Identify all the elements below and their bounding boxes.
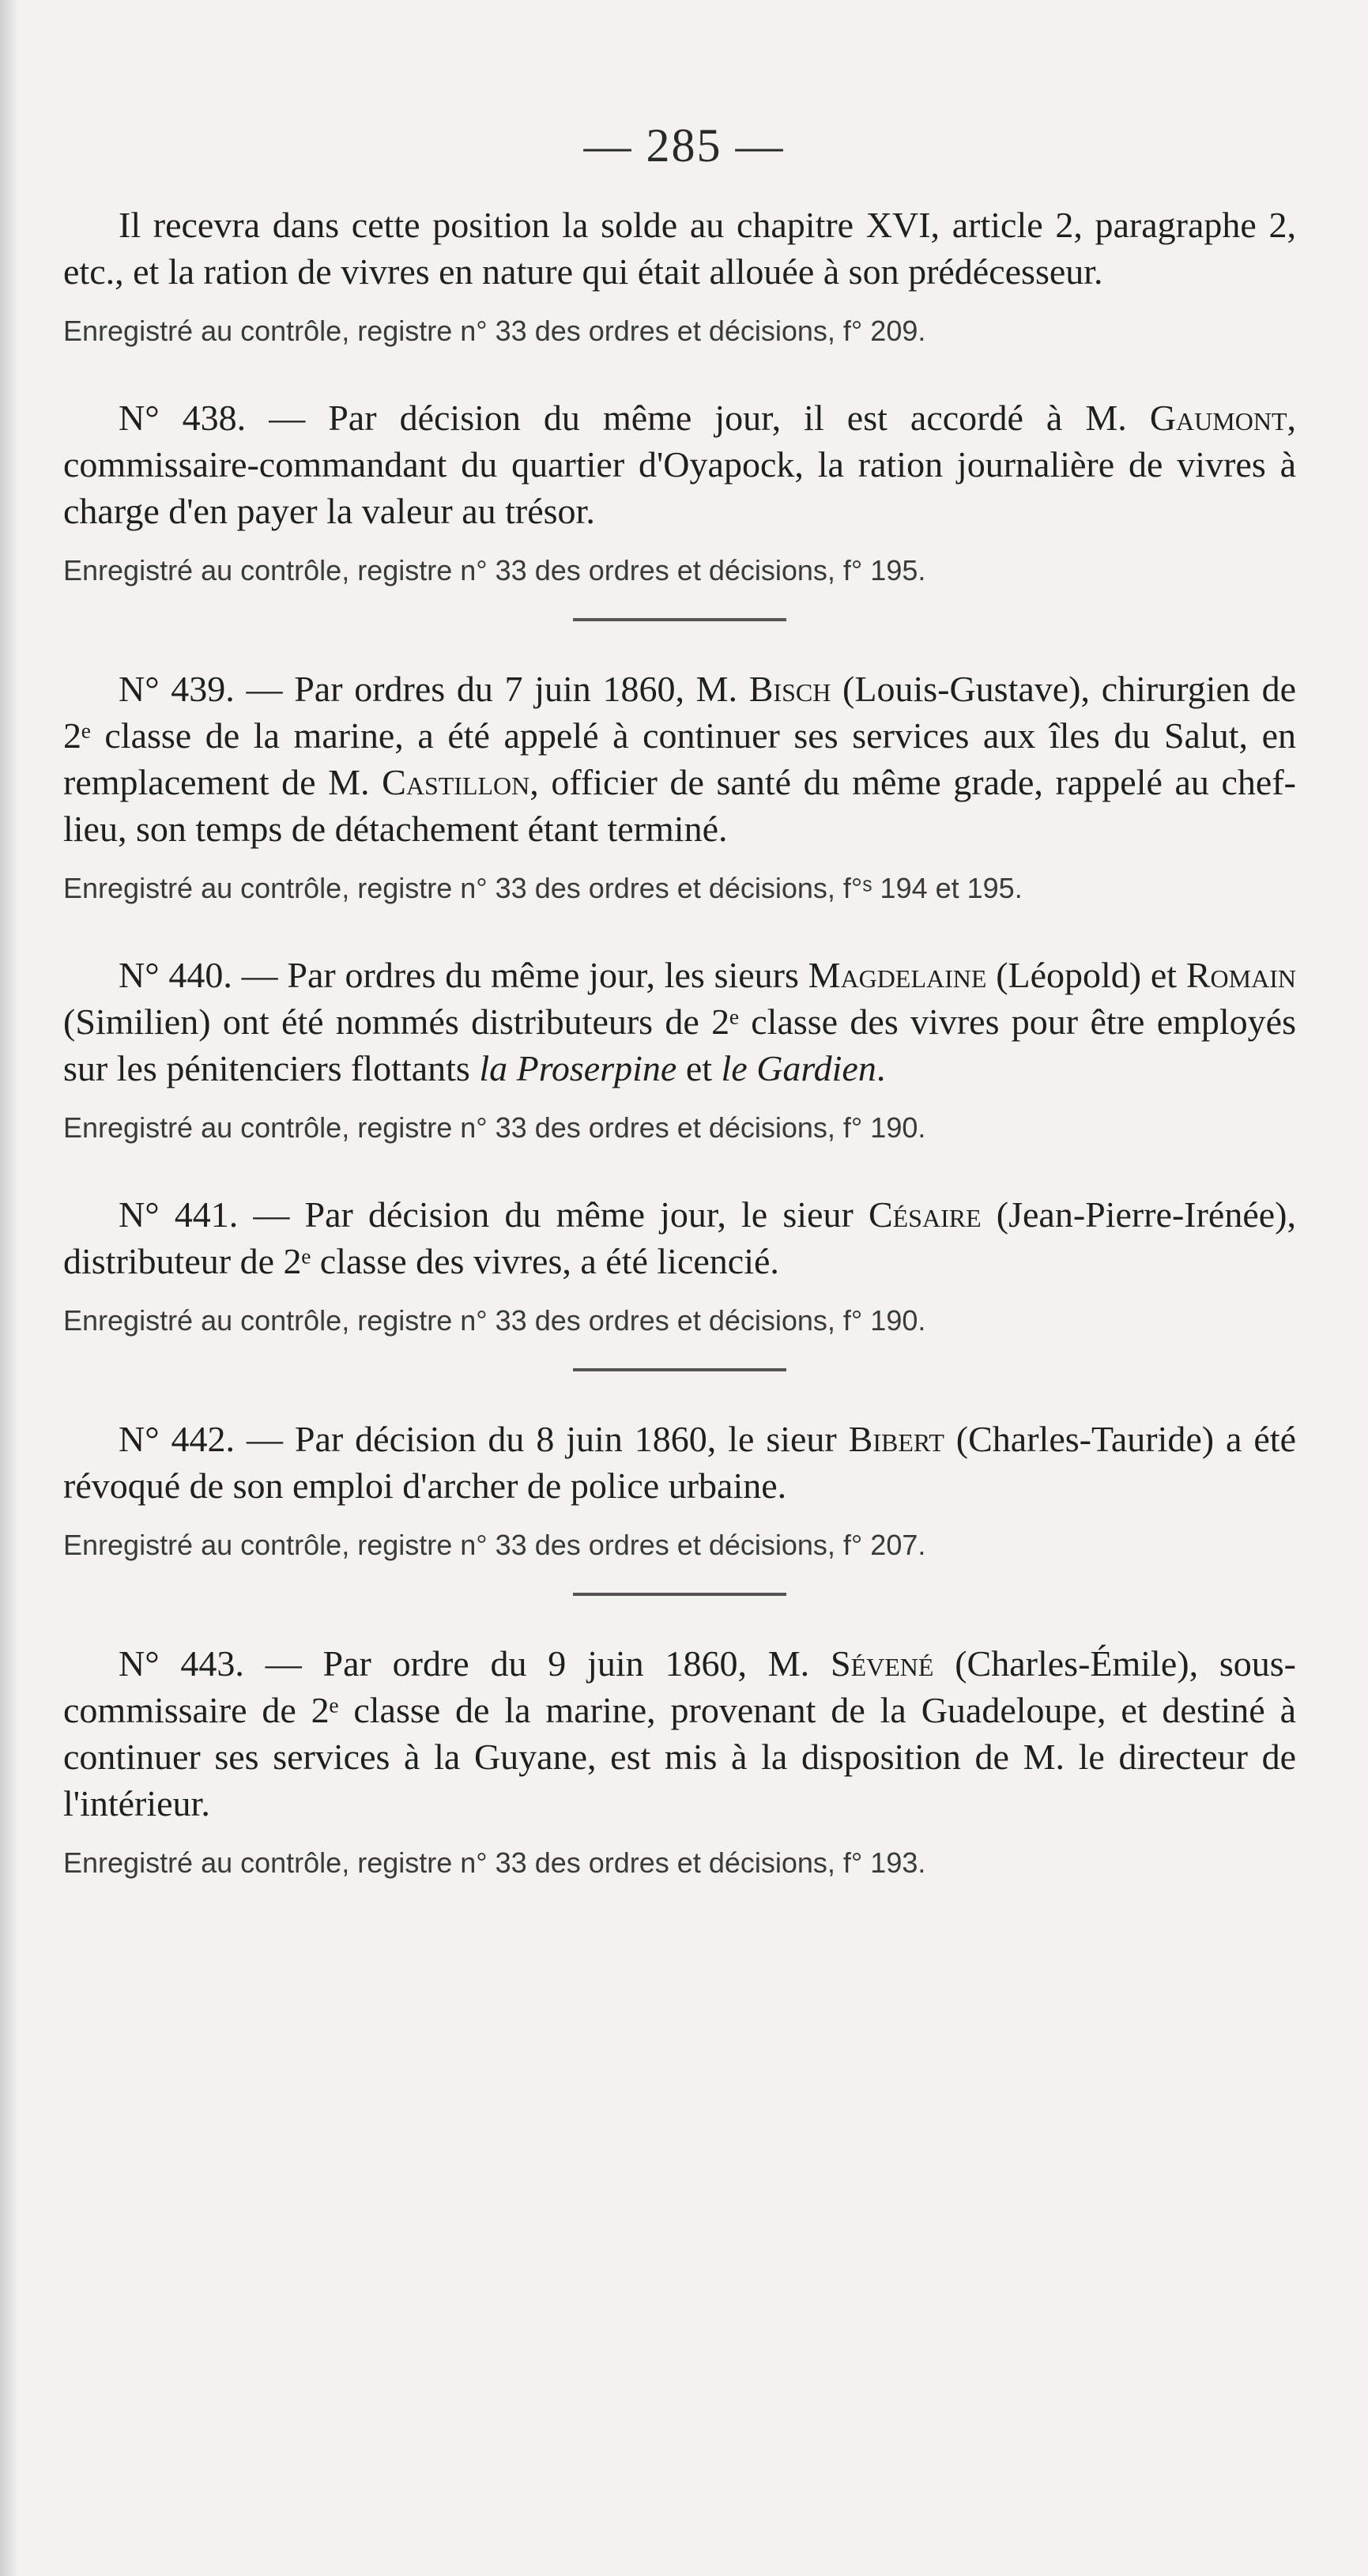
entry-text: [63, 1640, 1296, 1827]
entry-text-part: .: [876, 1048, 886, 1088]
entry-text-part: (Louis-Gustave), chirurgien de 2ᵉ classe de la marine, a été appelé à continuer ses services aux îles du Salut, en remplacement de M.: [63, 669, 1296, 802]
entry-text: [63, 952, 1296, 1092]
vessel-name: le Gardien: [721, 1048, 876, 1088]
entry-text-part: , commissaire-commandant du quartier d'Oyapock, la ration journalière de vivres à charge d'en payer la valeur au trésor.: [63, 398, 1296, 531]
entry-text-part: (Charles-Tauride) a été révoqué de son emploi d'archer de police urbaine.: [63, 1419, 1296, 1506]
entry-number: N° 443.: [119, 1643, 244, 1684]
page-content: [63, 202, 1296, 1882]
entry-text: [63, 1191, 1296, 1284]
entry-text-part: et: [676, 1048, 722, 1088]
entry-text-part: — Par décision du même jour, il est accordé à M.: [246, 398, 1150, 438]
entry-text-part: (Léopold) et: [986, 955, 1186, 995]
person-name: Magdelaine: [808, 955, 987, 995]
person-name: Castillon: [382, 762, 530, 802]
entry-number: N° 440.: [119, 955, 232, 995]
entry-text-part: — Par décision du même jour, le sieur: [238, 1194, 869, 1235]
entry-text-part: (Similien) ont été nommés distributeurs de 2ᵉ classe des vivres pour être employés sur les pénitenciers flottants: [63, 1001, 1296, 1088]
registration-line: Enregistré au contrôle, registre n° 33 des ordres et décisions, f° 195.: [63, 554, 926, 586]
person-name: Bibert: [848, 1419, 944, 1459]
entry-text-part: — Par ordres du même jour, les sieurs: [232, 955, 808, 995]
registration-line: Enregistré au contrôle, registre n° 33 des ordres et décisions, f° 207.: [63, 1529, 926, 1561]
entry-441: [63, 1191, 1296, 1340]
entry-text: [63, 666, 1296, 852]
entry-text-part: (Charles-Émile), sous-commissaire de 2ᵉ classe de la marine, provenant de la Guadeloupe, et destiné à continuer ses services à la Guyane, est mis à la disposition de M. le directeur de l'intérieur.: [63, 1643, 1296, 1824]
entry-440: [63, 952, 1296, 1147]
person-name: Gaumont: [1149, 398, 1287, 438]
separator-rule: [573, 1593, 786, 1596]
entry-text-part: — Par décision du 8 juin 1860, le sieur: [235, 1419, 849, 1459]
entry-number: N° 439.: [119, 669, 235, 709]
spacer: [63, 907, 1296, 952]
separator-rule: [573, 618, 786, 621]
entry-442: [63, 1416, 1296, 1564]
entry-text-part: — Par ordre du 9 juin 1860, M.: [243, 1643, 831, 1684]
entry-number: N° 441.: [119, 1194, 239, 1235]
registration-line: Enregistré au contrôle, registre n° 33 des ordres et décisions, f° 193.: [63, 1846, 926, 1879]
registration-line: Enregistré au contrôle, registre n° 33 des ordres et décisions, f° 190.: [63, 1111, 926, 1144]
registration-line: Enregistré au contrôle, registre n° 33 des ordres et décisions, f° 190.: [63, 1304, 926, 1337]
entry-number: N° 442.: [119, 1419, 236, 1459]
person-name: Bisch: [748, 669, 831, 709]
entry-text-part: — Par ordres du 7 juin 1860, M.: [234, 669, 749, 709]
spacer: [63, 1147, 1296, 1191]
entry-text: [63, 394, 1296, 534]
person-name: Sévené: [830, 1643, 934, 1684]
person-name: Césaire: [868, 1194, 982, 1235]
entry-number: N° 438.: [119, 398, 247, 438]
registration-line: Enregistré au contrôle, registre n° 33 des ordres et décisions, f°ˢ 194 et 195.: [63, 872, 1023, 904]
entry-continuation: [63, 202, 1296, 350]
separator-rule: [573, 1368, 786, 1371]
vessel-name: la Proserpine: [479, 1048, 677, 1088]
registration-line: Enregistré au contrôle, registre n° 33 des ordres et décisions, f° 209.: [63, 315, 926, 347]
entry-lead: Il recevra dans cette position la solde au chapitre XVI, article 2, paragraphe 2, etc., et la ration de vivres en nature qui était allouée à son prédécesseur.: [63, 205, 1296, 292]
entry-439: [63, 666, 1296, 907]
spacer: [63, 350, 1296, 394]
entry-text: [63, 1416, 1296, 1509]
entry-438: [63, 394, 1296, 590]
page-number: — 285 —: [583, 119, 785, 172]
entry-443: [63, 1640, 1296, 1882]
entry-text-part: , officier de santé du même grade, rappelé au chef-lieu, son temps de détachement étant terminé.: [63, 762, 1296, 849]
entry-text-part: (Jean-Pierre-Irénée), distributeur de 2ᵉ classe des vivres, a été licencié.: [63, 1194, 1296, 1281]
person-name: Romain: [1185, 955, 1296, 995]
entry-text: [63, 202, 1296, 295]
